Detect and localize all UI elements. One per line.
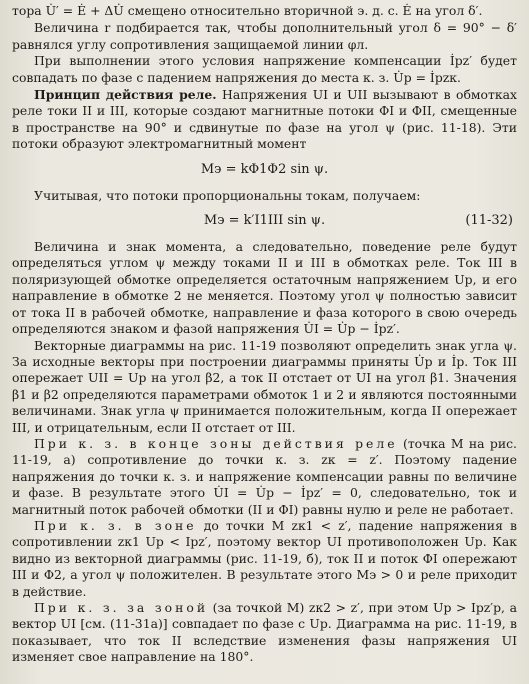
formula-11-32-text: Mэ = k′I1III sin ψ. [203, 213, 326, 229]
paragraph-kz-beyond-zone-text: (за точкой M) zк2 > z′, при этом Uр > Iрz′р, а вектор UI [см. (11-31а)] совпадает по фазе с Uр. Диаграмма на рис. 11-19, в показывает, что ток II вследствие изменения фазы напряжения UI изменяет свое направление на 180°. [12, 600, 517, 665]
heading-principle: Принцип действия реле. [34, 87, 217, 103]
formula-moment-text: Mэ = kΦ1Φ2 sin ψ. [200, 161, 329, 177]
paragraph-moment-sign: Величина и знак момента, а следовательно, поведение реле будут определяться углом ψ между токами II и III в обмотках реле. Ток III в поляризующей обмотке определяется остаточным напряжением Uр, и его направление в обмотке 2 не меняется. Поэтому угол ψ полностью зависит от тока II в рабочей обмотке, направление и фаза которого в свою очередь определяются знаком и фазой напряжения U̇I = U̇р − İрz′. [12, 239, 517, 337]
heading-kz-end-zone-tail: (точка M на рис. 11-19, а) [12, 435, 517, 468]
paragraph-kz-end-zone [12, 436, 517, 518]
formula-11-32 [12, 212, 517, 229]
heading-kz-beyond-zone: При к. з. за зоной [34, 600, 209, 615]
paragraph-kz-end-zone-text: сопротивление до точки к. з. zк = z′. Поэтому падение напряжения до точки к. з. и напряжение компенсации равны по величине и фазе. В результате этого U̇I = U̇р − İрz′ = 0, следовательно, ток и магнитный поток рабочей обмотки (II и ΦI) равны нулю и реле не работает. [12, 452, 517, 517]
paragraph-principle-text: Напряжения UI и UII вызывают в обмотках реле токи II и III, которые создают магнитные потоки ΦI и ΦII, смещенные в пространстве на 90° и сдвинутые по фазе на угол ψ (рис. 11-18). Эти потоки образуют электромагнитный момент [12, 87, 517, 152]
paragraph-r-selection: Величина r подбирается так, чтобы дополнительный угол δ = 90° − δ′ равнялся углу сопротивления защищаемой линии φл. [12, 20, 517, 52]
paragraph-compensation: При выполнении этого условия напряжение компенсации İрz′ будет совпадать по фазе с падением напряжения до места к. з. U̇р = İрzк. [12, 53, 517, 85]
paragraph-kz-beyond-zone [12, 600, 517, 666]
heading-kz-in-zone: При к. з. в зоне [34, 517, 197, 533]
heading-kz-end-zone: При к. з. в конце зоны действия реле [34, 435, 398, 451]
paragraph-kz-in-zone [12, 518, 517, 600]
equation-number: (11-32) [465, 213, 513, 229]
paragraph-proportional: Учитывая, что потоки пропорциональны токам, получаем: [34, 187, 421, 203]
paragraph-kz-in-zone-text: до точки M zк1 < z′, падение напряжения в сопротивлении zк1 Uр < Iрz′, поэтому вектор UI противоположен Uр. Как видно из векторной диаграммы (рис. 11-19, б), ток II и поток ΦI опережают III и Φ2, а угол ψ положителен. В результате этого Mэ > 0 и реле приходит в действие. [12, 517, 517, 599]
formula-moment [12, 161, 517, 178]
paragraph-principle [12, 87, 517, 153]
paragraph-intro-tail: тора U̇′ = Ė + ΔU̇ смещено относительно вторичной э. д. с. Ė на угол δ′. [12, 3, 483, 18]
paragraph-vector-diagrams: Векторные диаграммы на рис. 11-19 позволяют определить знак угла ψ. За исходные векторы при построении диаграммы приняты U̇р и İр. Ток III опережает UII = Uр на угол β2, а ток II отстает от UI на угол β1. Значения β1 и β2 определяются параметрами обмоток 1 и 2 и являются постоянными величинами. Знак угла ψ принимается положительным, когда II опережает III, и отрицательным, если II отстает от III. [12, 337, 517, 435]
